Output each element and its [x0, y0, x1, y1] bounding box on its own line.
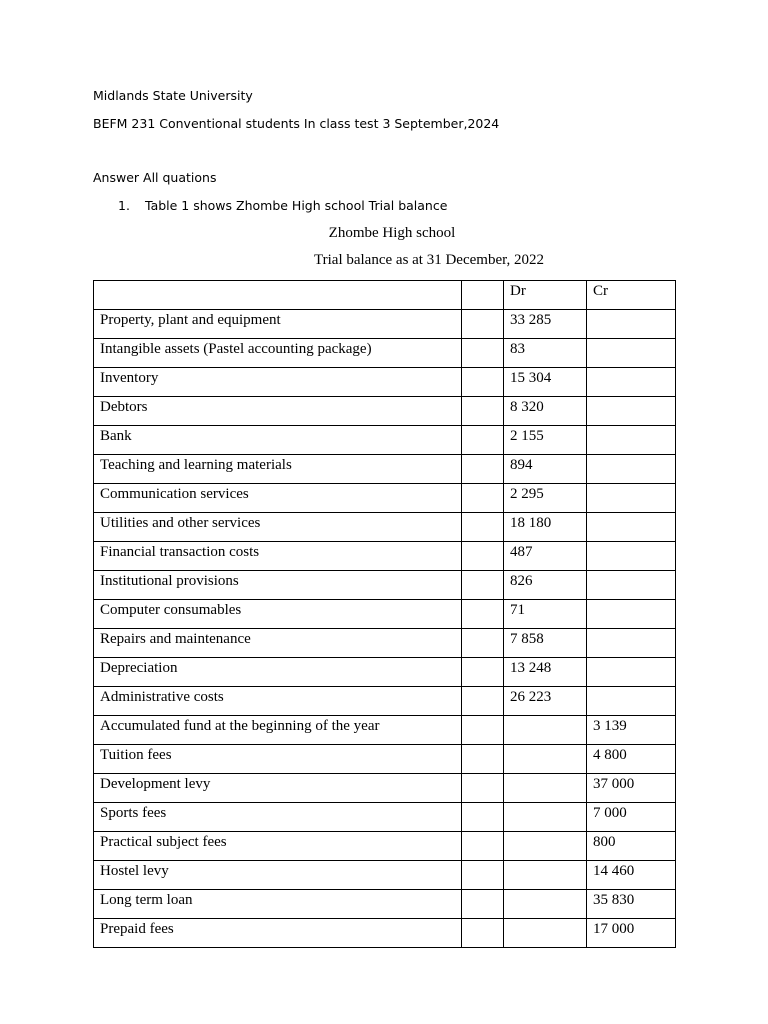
blank-cell	[462, 745, 504, 774]
cr-cell	[587, 455, 676, 484]
dr-cell: 2 295	[504, 484, 587, 513]
account-cell: Prepaid fees	[94, 919, 462, 948]
cr-cell: 4 800	[587, 745, 676, 774]
cr-cell	[587, 600, 676, 629]
header-account	[94, 281, 462, 310]
dr-cell: 894	[504, 455, 587, 484]
account-cell: Repairs and maintenance	[94, 629, 462, 658]
table-row	[94, 745, 676, 774]
dr-cell: 7 858	[504, 629, 587, 658]
dr-cell: 13 248	[504, 658, 587, 687]
course-line: BEFM 231 Conventional students In class test 3 September,2024	[93, 116, 500, 131]
blank-cell	[462, 919, 504, 948]
dr-cell: 8 320	[504, 397, 587, 426]
cr-cell: 37 000	[587, 774, 676, 803]
account-cell: Communication services	[94, 484, 462, 513]
cr-cell: 35 830	[587, 890, 676, 919]
table-row	[94, 455, 676, 484]
account-cell: Development levy	[94, 774, 462, 803]
dr-cell: 83	[504, 339, 587, 368]
blank-cell	[462, 629, 504, 658]
dr-cell	[504, 861, 587, 890]
account-cell: Inventory	[94, 368, 462, 397]
dr-cell	[504, 745, 587, 774]
blank-cell	[462, 484, 504, 513]
dr-cell: 15 304	[504, 368, 587, 397]
cr-cell	[587, 687, 676, 716]
dr-cell: 18 180	[504, 513, 587, 542]
blank-cell	[462, 339, 504, 368]
table-row	[94, 310, 676, 339]
account-cell: Long term loan	[94, 890, 462, 919]
blank-cell	[462, 513, 504, 542]
table-row	[94, 397, 676, 426]
blank-cell	[462, 658, 504, 687]
dr-cell: 2 155	[504, 426, 587, 455]
table-row	[94, 890, 676, 919]
blank-cell	[462, 832, 504, 861]
table-row	[94, 542, 676, 571]
table-row	[94, 339, 676, 368]
account-cell: Intangible assets (Pastel accounting package)	[94, 339, 462, 368]
blank-cell	[462, 774, 504, 803]
account-cell: Institutional provisions	[94, 571, 462, 600]
account-cell: Utilities and other services	[94, 513, 462, 542]
blank-cell	[462, 455, 504, 484]
account-cell: Computer consumables	[94, 600, 462, 629]
dr-cell: 826	[504, 571, 587, 600]
cr-cell	[587, 368, 676, 397]
blank-cell	[462, 310, 504, 339]
blank-cell	[462, 803, 504, 832]
cr-cell: 17 000	[587, 919, 676, 948]
header-dr: Dr	[504, 281, 587, 310]
dr-cell	[504, 832, 587, 861]
table-row	[94, 658, 676, 687]
dr-cell: 33 285	[504, 310, 587, 339]
blank-cell	[462, 397, 504, 426]
account-cell: Teaching and learning materials	[94, 455, 462, 484]
account-cell: Depreciation	[94, 658, 462, 687]
header-cr: Cr	[587, 281, 676, 310]
table-row	[94, 426, 676, 455]
table-row	[94, 571, 676, 600]
table-row	[94, 803, 676, 832]
blank-cell	[462, 368, 504, 397]
table-row	[94, 832, 676, 861]
account-cell: Debtors	[94, 397, 462, 426]
account-cell: Sports fees	[94, 803, 462, 832]
account-cell: Bank	[94, 426, 462, 455]
cr-cell: 7 000	[587, 803, 676, 832]
cr-cell	[587, 339, 676, 368]
table-row	[94, 600, 676, 629]
blank-cell	[462, 426, 504, 455]
question-text: Table 1 shows Zhombe High school Trial balance	[145, 198, 448, 213]
cr-cell	[587, 629, 676, 658]
trial-balance-table	[93, 280, 676, 948]
table-row	[94, 861, 676, 890]
university-name: Midlands State University	[93, 88, 253, 103]
account-cell: Property, plant and equipment	[94, 310, 462, 339]
cr-cell	[587, 542, 676, 571]
cr-cell	[587, 658, 676, 687]
blank-cell	[462, 716, 504, 745]
dr-cell	[504, 774, 587, 803]
cr-cell: 14 460	[587, 861, 676, 890]
table-row	[94, 919, 676, 948]
trial-balance-body	[94, 281, 676, 948]
dr-cell: 487	[504, 542, 587, 571]
cr-cell	[587, 310, 676, 339]
cr-cell: 800	[587, 832, 676, 861]
instruction-text: Answer All quations	[93, 170, 217, 185]
account-cell: Practical subject fees	[94, 832, 462, 861]
dr-cell: 71	[504, 600, 587, 629]
table-row	[94, 629, 676, 658]
table-row	[94, 513, 676, 542]
blank-cell	[462, 861, 504, 890]
blank-cell	[462, 571, 504, 600]
cr-cell	[587, 397, 676, 426]
account-cell: Accumulated fund at the beginning of the year	[94, 716, 462, 745]
blank-cell	[462, 890, 504, 919]
dr-cell: 26 223	[504, 687, 587, 716]
cr-cell	[587, 513, 676, 542]
blank-cell	[462, 542, 504, 571]
table-subtitle: Trial balance as at 31 December, 2022	[313, 252, 545, 268]
dr-cell	[504, 919, 587, 948]
table-row	[94, 687, 676, 716]
cr-cell	[587, 484, 676, 513]
dr-cell	[504, 890, 587, 919]
dr-cell	[504, 803, 587, 832]
table-row	[94, 484, 676, 513]
table-row	[94, 716, 676, 745]
account-cell: Administrative costs	[94, 687, 462, 716]
cr-cell	[587, 571, 676, 600]
table-row	[94, 368, 676, 397]
table-row	[94, 774, 676, 803]
cr-cell: 3 139	[587, 716, 676, 745]
question-number: 1.	[118, 198, 130, 213]
table-title: Zhombe High school	[328, 225, 456, 241]
blank-cell	[462, 600, 504, 629]
header-blank	[462, 281, 504, 310]
dr-cell	[504, 716, 587, 745]
account-cell: Hostel levy	[94, 861, 462, 890]
account-cell: Financial transaction costs	[94, 542, 462, 571]
blank-cell	[462, 687, 504, 716]
cr-cell	[587, 426, 676, 455]
account-cell: Tuition fees	[94, 745, 462, 774]
table-header-row	[94, 281, 676, 310]
